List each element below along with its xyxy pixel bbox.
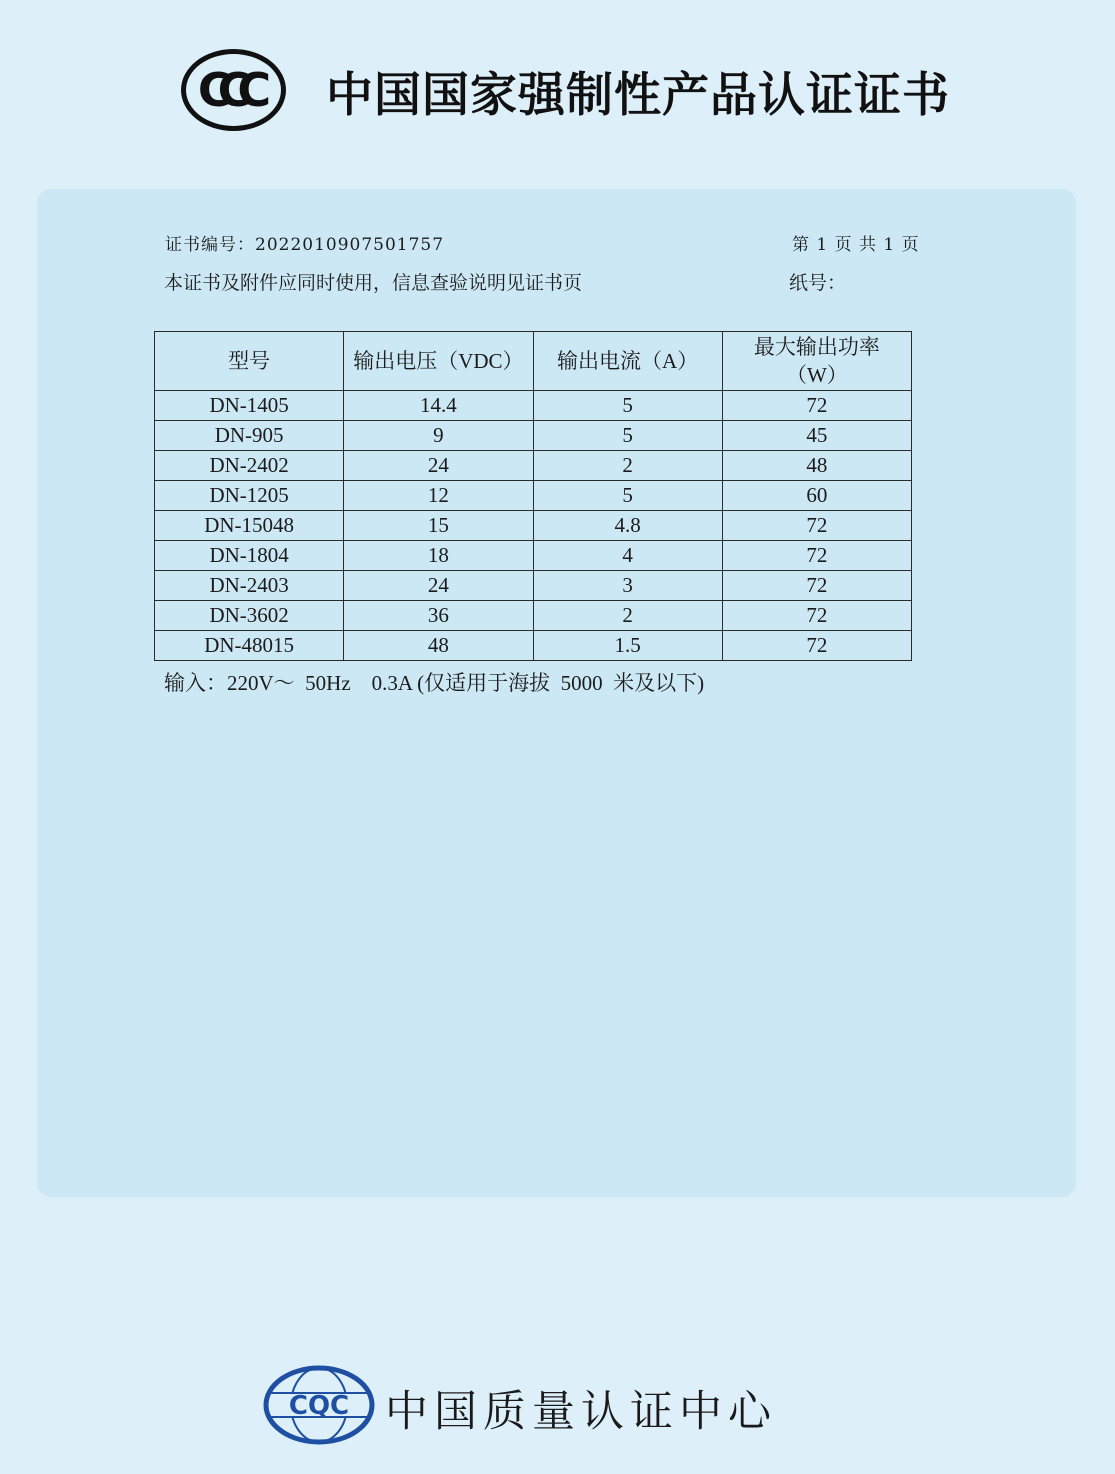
cell-output-voltage: 24 [344,571,533,601]
table-row [155,511,912,541]
cell-model: DN-3602 [155,601,344,631]
cell-output-voltage: 24 [344,451,533,481]
cell-output-current: 3 [533,571,722,601]
cell-output-current: 2 [533,601,722,631]
footer [0,1360,1115,1460]
table-row [155,481,912,511]
header-max-power [722,332,911,391]
cell-max-power: 72 [722,631,911,661]
certificate-number-label: 证书编号： [165,235,255,255]
cell-max-power: 72 [722,511,911,541]
table-header-row [155,332,912,391]
table-row [155,631,912,661]
cell-output-voltage: 12 [344,481,533,511]
cell-output-current: 5 [533,481,722,511]
header-model: 型号 [155,332,344,391]
cell-output-voltage: 48 [344,631,533,661]
header-max-power-line2: （W） [785,363,848,387]
table-body [155,391,912,661]
table-row [155,421,912,451]
spec-table [154,331,912,661]
cell-model: DN-905 [155,421,344,451]
cell-model: DN-2402 [155,451,344,481]
cqc-logo-icon [263,1365,375,1445]
certificate-number [165,230,444,255]
cell-output-voltage: 18 [344,541,533,571]
header-output-voltage: 输出电压（VDC） [344,332,533,391]
header [0,0,1115,170]
cell-output-current: 5 [533,391,722,421]
cell-output-current: 2 [533,451,722,481]
cqc-logo-text: CQC [288,1391,350,1421]
cell-output-voltage: 14.4 [344,391,533,421]
ccc-logo-icon [181,49,286,131]
cell-output-voltage: 9 [344,421,533,451]
cell-model: DN-2403 [155,571,344,601]
cell-model: DN-15048 [155,511,344,541]
cell-max-power: 45 [722,421,911,451]
header-max-power-line1: 最大输出功率 [753,335,880,359]
table-row [155,571,912,601]
input-note: 输入：220V～ 50Hz 0.3A (仅适用于海拔 5000 米及以下) [164,671,705,695]
page-title: 中国国家强制性产品认证证书 [326,68,950,123]
cell-max-power: 72 [722,571,911,601]
cell-max-power: 72 [722,601,911,631]
cell-output-voltage: 15 [344,511,533,541]
cell-output-current: 5 [533,421,722,451]
cell-model: DN-1205 [155,481,344,511]
cell-output-current: 4.8 [533,511,722,541]
cell-model: DN-48015 [155,631,344,661]
cell-output-current: 4 [533,541,722,571]
table-row [155,541,912,571]
certificate-number-value: 2022010907501757 [255,235,445,255]
cell-max-power: 60 [722,481,911,511]
cell-max-power: 72 [722,541,911,571]
cell-max-power: 48 [722,451,911,481]
table-row [155,451,912,481]
cell-max-power: 72 [722,391,911,421]
header-output-current: 输出电流（A） [533,332,722,391]
table-row [155,391,912,421]
page-info: 第 1 页 共 1 页 [792,235,920,255]
cell-model: DN-1804 [155,541,344,571]
table-row [155,601,912,631]
ccc-logo-text: CCC [197,63,258,117]
cell-output-current: 1.5 [533,631,722,661]
cell-model: DN-1405 [155,391,344,421]
paper-number-label: 纸号： [789,272,847,294]
cell-output-voltage: 36 [344,601,533,631]
organization-name: 中国质量认证中心 [385,1387,777,1437]
usage-notice: 本证书及附件应同时使用，信息查验说明见证书页 [164,272,583,294]
